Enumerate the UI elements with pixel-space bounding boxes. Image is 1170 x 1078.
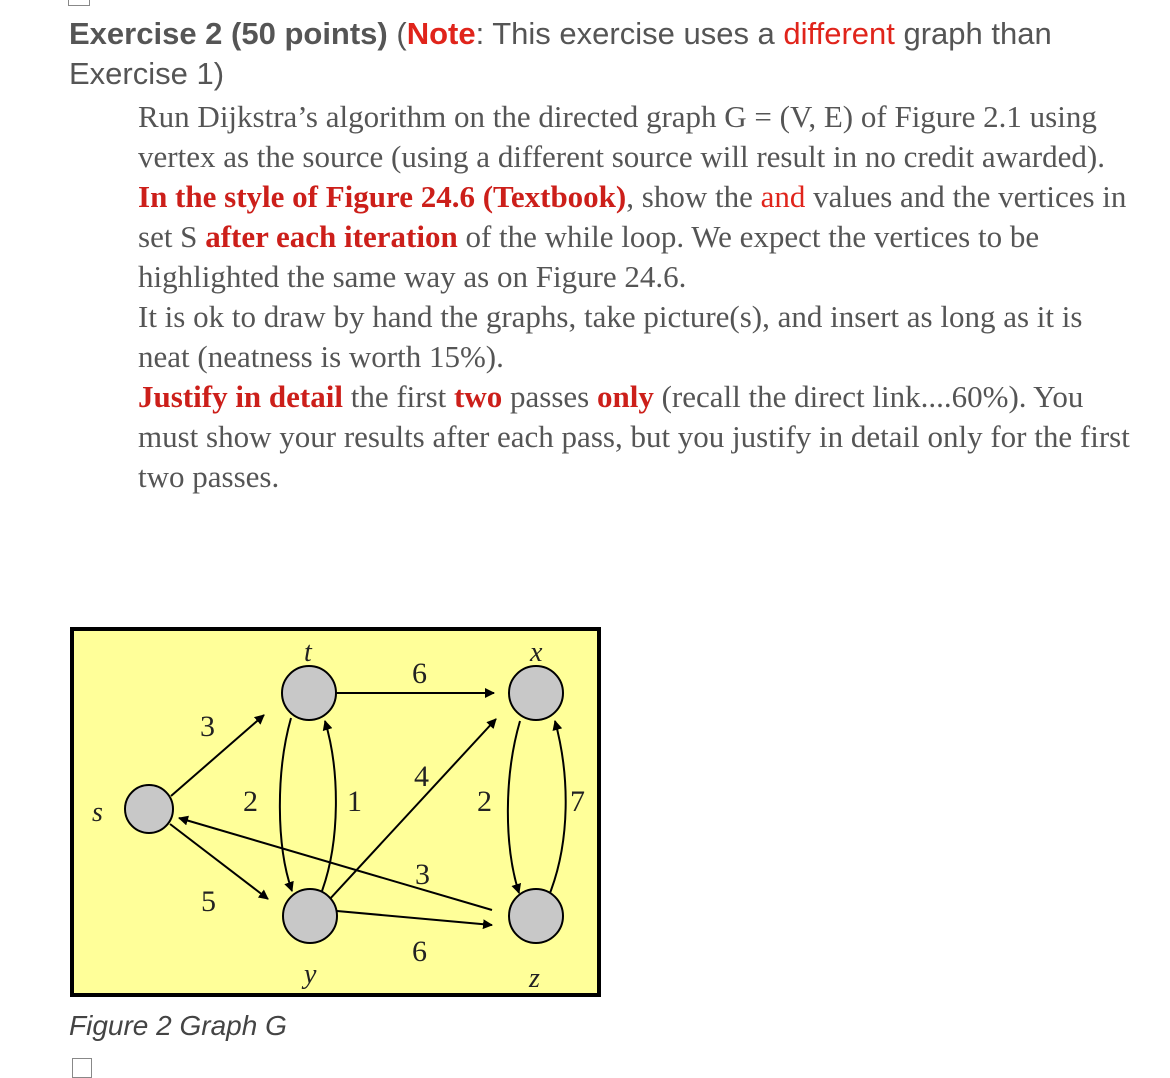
p1-text-3: values and the vertices in set S (138, 179, 1127, 254)
edge-y-z (337, 911, 492, 925)
vertex-x (509, 666, 563, 720)
vertex-y (283, 889, 337, 943)
p3-two: two (454, 379, 503, 414)
heading-open-paren: ( (387, 16, 407, 51)
weight-t-x: 6 (412, 657, 427, 690)
p3-justify: Justify in detail (138, 379, 343, 414)
vertex-s-label: s (92, 797, 103, 828)
checkbox-bottom[interactable] (72, 1058, 92, 1078)
edge-x-z (508, 721, 520, 893)
edge-t-y (280, 718, 292, 891)
instruction-paragraph-1 (138, 97, 1138, 297)
weight-t-y: 1 (347, 785, 362, 818)
p3-text-3: (recall the direct link....60%). You must show your results after each pass, but you justify in detail only for the first two passes. (138, 379, 1130, 494)
vertex-z-label: z (529, 963, 540, 993)
graph-figure (70, 627, 601, 997)
p1-text-2: , show the (626, 179, 761, 214)
vertex-y-label: y (304, 959, 317, 990)
weight-s-y: 5 (201, 885, 216, 918)
p3-only: only (596, 379, 654, 414)
weight-y-z: 6 (412, 935, 427, 968)
weight-y-t: 2 (243, 785, 258, 818)
note-label: Note (406, 16, 476, 51)
exercise-instructions (138, 97, 1138, 497)
weight-x-z: 2 (477, 785, 492, 818)
p3-text-2: passes (502, 379, 597, 414)
edge-y-t (322, 721, 336, 891)
figure-caption: Figure 2 Graph G (69, 1010, 287, 1041)
weight-z-s: 3 (415, 858, 430, 891)
note-text-2: graph than Exercise 1) (69, 16, 1052, 91)
p1-text-1: Run Dijkstra’s algorithm on the directed graph G = (V, E) of Figure 2.1 using vertex as the source (using a different source will result in no credit awarded). (138, 99, 1105, 174)
vertex-t-label: t (304, 637, 312, 668)
edge-s-t (171, 715, 264, 796)
p1-and-word: and (760, 179, 806, 214)
edge-z-x (550, 721, 566, 893)
vertex-z (509, 889, 563, 943)
p1-text-4: of the while loop. We expect the vertices to be highlighted the same way as on Figure 24.6. (138, 219, 1040, 294)
different-word: different (783, 16, 895, 51)
weight-y-x: 4 (414, 760, 429, 793)
exercise-heading (69, 14, 1149, 94)
p3-text-1: the first (342, 379, 455, 414)
edge-s-y (170, 824, 268, 899)
vertex-t (282, 666, 336, 720)
exercise-title: Exercise 2 (50 points) (69, 16, 388, 51)
p1-emphasis-iteration: after each iteration (205, 219, 458, 254)
instruction-paragraph-2: It is ok to draw by hand the graphs, take picture(s), and insert as long as it is neat (neatness is worth 15%). (138, 299, 1083, 374)
note-text-1: : This exercise uses a (475, 16, 784, 51)
p1-emphasis-style: In the style of Figure 24.6 (Textbook) (138, 179, 627, 214)
weight-z-x: 7 (570, 785, 585, 818)
graph-diagram (74, 631, 597, 993)
vertex-x-label: x (530, 637, 543, 668)
checkbox-top[interactable] (68, 0, 90, 6)
vertex-s (125, 785, 173, 833)
instruction-paragraph-3 (138, 377, 1138, 497)
weight-s-t: 3 (200, 710, 215, 743)
